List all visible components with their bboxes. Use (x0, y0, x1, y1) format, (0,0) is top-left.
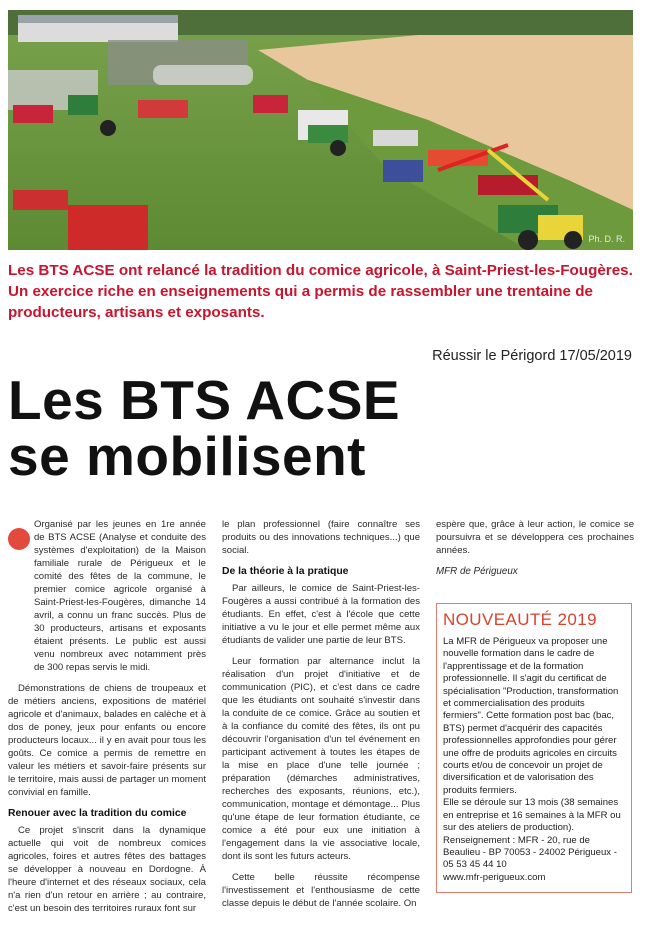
photo-credit: Ph. D. R. (588, 234, 625, 244)
headline-line-1: Les BTS ACSE (8, 369, 401, 431)
lede-paragraph: Les BTS ACSE ont relancé la tradition du comice agricole, à Saint-Priest-les-Fougères. Un exercice riche en enseignements qui a permis de rassembler une trentaine de producteurs, artisans et exposants. (8, 262, 633, 321)
headline-line-2: se mobilisent (8, 425, 366, 487)
column-2 (222, 518, 420, 918)
subheading: Renouer avec la tradition du comice (8, 808, 187, 819)
box-title: NOUVEAUTÉ 2019 (443, 610, 597, 629)
paragraph: Ce projet s'inscrit dans la dynamique actuelle qui voit de nombreux comices agricoles, foires et autres fêtes des battages se développer à nouveau en Dordogne. À l'heure d'internet et des réseaux sociaux, cela n'a rien d'un retour en arrière ; au contraire, c'est un besoin des territoires ruraux font sur (8, 825, 206, 914)
subheading: De la théorie à la pratique (222, 566, 349, 577)
column-3 (436, 518, 634, 586)
box-paragraph: La MFR de Périgueux va proposer une nouvelle formation dans le cadre de l'apprentissage et de la formation professionnelle. Il s'agit du certificat de spécialisation "Production, transformation et commercialisation des produits fermiers". Cette formation post bac (bac, BTS) permet d'acquérir des capacités professionnelles approfondies pour gérer une offre de produits agricoles en circuits courts et/ou de concevoir un projet de diversification et de valorisation des produits fermiers. (443, 636, 619, 796)
source-line: Réussir le Périgord 17/05/2019 (432, 348, 632, 364)
paragraph: espère que, grâce à leur action, le comice se poursuivra et se développera ces prochaines années. (436, 519, 634, 556)
headline (8, 369, 633, 487)
nouveaute-box (436, 603, 632, 893)
paragraph: le plan professionnel (faire connaître ses produits ou des innovations techniques...) que social. (222, 519, 420, 556)
paragraph: Leur formation par alternance inclut la réalisation d'un projet d'initiative et de communication (PIC), et c'est dans ce cadre que les étudiants ont souhaité s'investir dans la conduite de ce comice. Grâce au soutien et à la confiance du comité des fêtes, ils ont pu découvrir l'organisation d'un tel événement en participant activement à toutes les étapes de la mise en place d'une telle journée ; préparation (démarches administratives, recherches des exposants, réunions, etc.), communication, montage et démontage... Plus qu'une étape de leur formation étudiante, ce comice a été pour eux une initiation à l'engagement dans la vie associative locale, dont ils sont les futurs acteurs. (222, 656, 420, 862)
box-website: www.mfr-perigueux.com (443, 871, 546, 883)
box-paragraph: Elle se déroule sur 13 mois (38 semaines en entreprise et 16 semaines à la MFR ou sur des ateliers de production). (443, 797, 621, 834)
paragraph: Cette belle réussite récompense l'investissement et l'enthousiasme de cette classe depuis le début de l'année scolaire. On (222, 872, 420, 909)
paragraph: Organisé par les jeunes en 1re année de BTS ACSE (Analyse et conduite des systèmes d'exploitation) de la Maison familiale rurale de Périgueux et le comité des fêtes de la commune, le premier comice agricole organisé à Saint-Priest-les-Fougères, dimanche 14 avril, a connu un franc succès. Plus de 30 producteurs, artisans et exposants étaient présents. Le public est aussi venu nombreux avec notamment près de 300 repas servis le midi. (34, 519, 206, 673)
box-paragraph: Renseignement : MFR - 20, rue de Beaulieu - BP 70053 - 24002 Périgueux - 05 53 45 44 10 (443, 834, 617, 871)
paragraph: Démonstrations de chiens de troupeaux et de métiers anciens, expositions de matériel agricole et d'animaux, balades en calèche et à dos de poney, jeux pour enfants ou encore producteurs locaux... il y en avait pour tous les goûts. Ce comice a permis de remettre en valeur les métiers et savoir-faire présents sur le territoire, mais aussi de partager un moment convivial en famille. (8, 683, 206, 798)
column-1 (8, 518, 206, 923)
paragraph: Par ailleurs, le comice de Saint-Priest-les-Fougères a aussi contribué à la formation des étudiants. En effet, c'est à l'école que cette initiative a vu le jour et elle permet même aux étudiants de valider une partie de leur BTS. (222, 583, 420, 646)
article-photo (8, 10, 633, 250)
field-photo-illustration (8, 10, 633, 250)
signature: MFR de Périgueux (436, 566, 518, 577)
